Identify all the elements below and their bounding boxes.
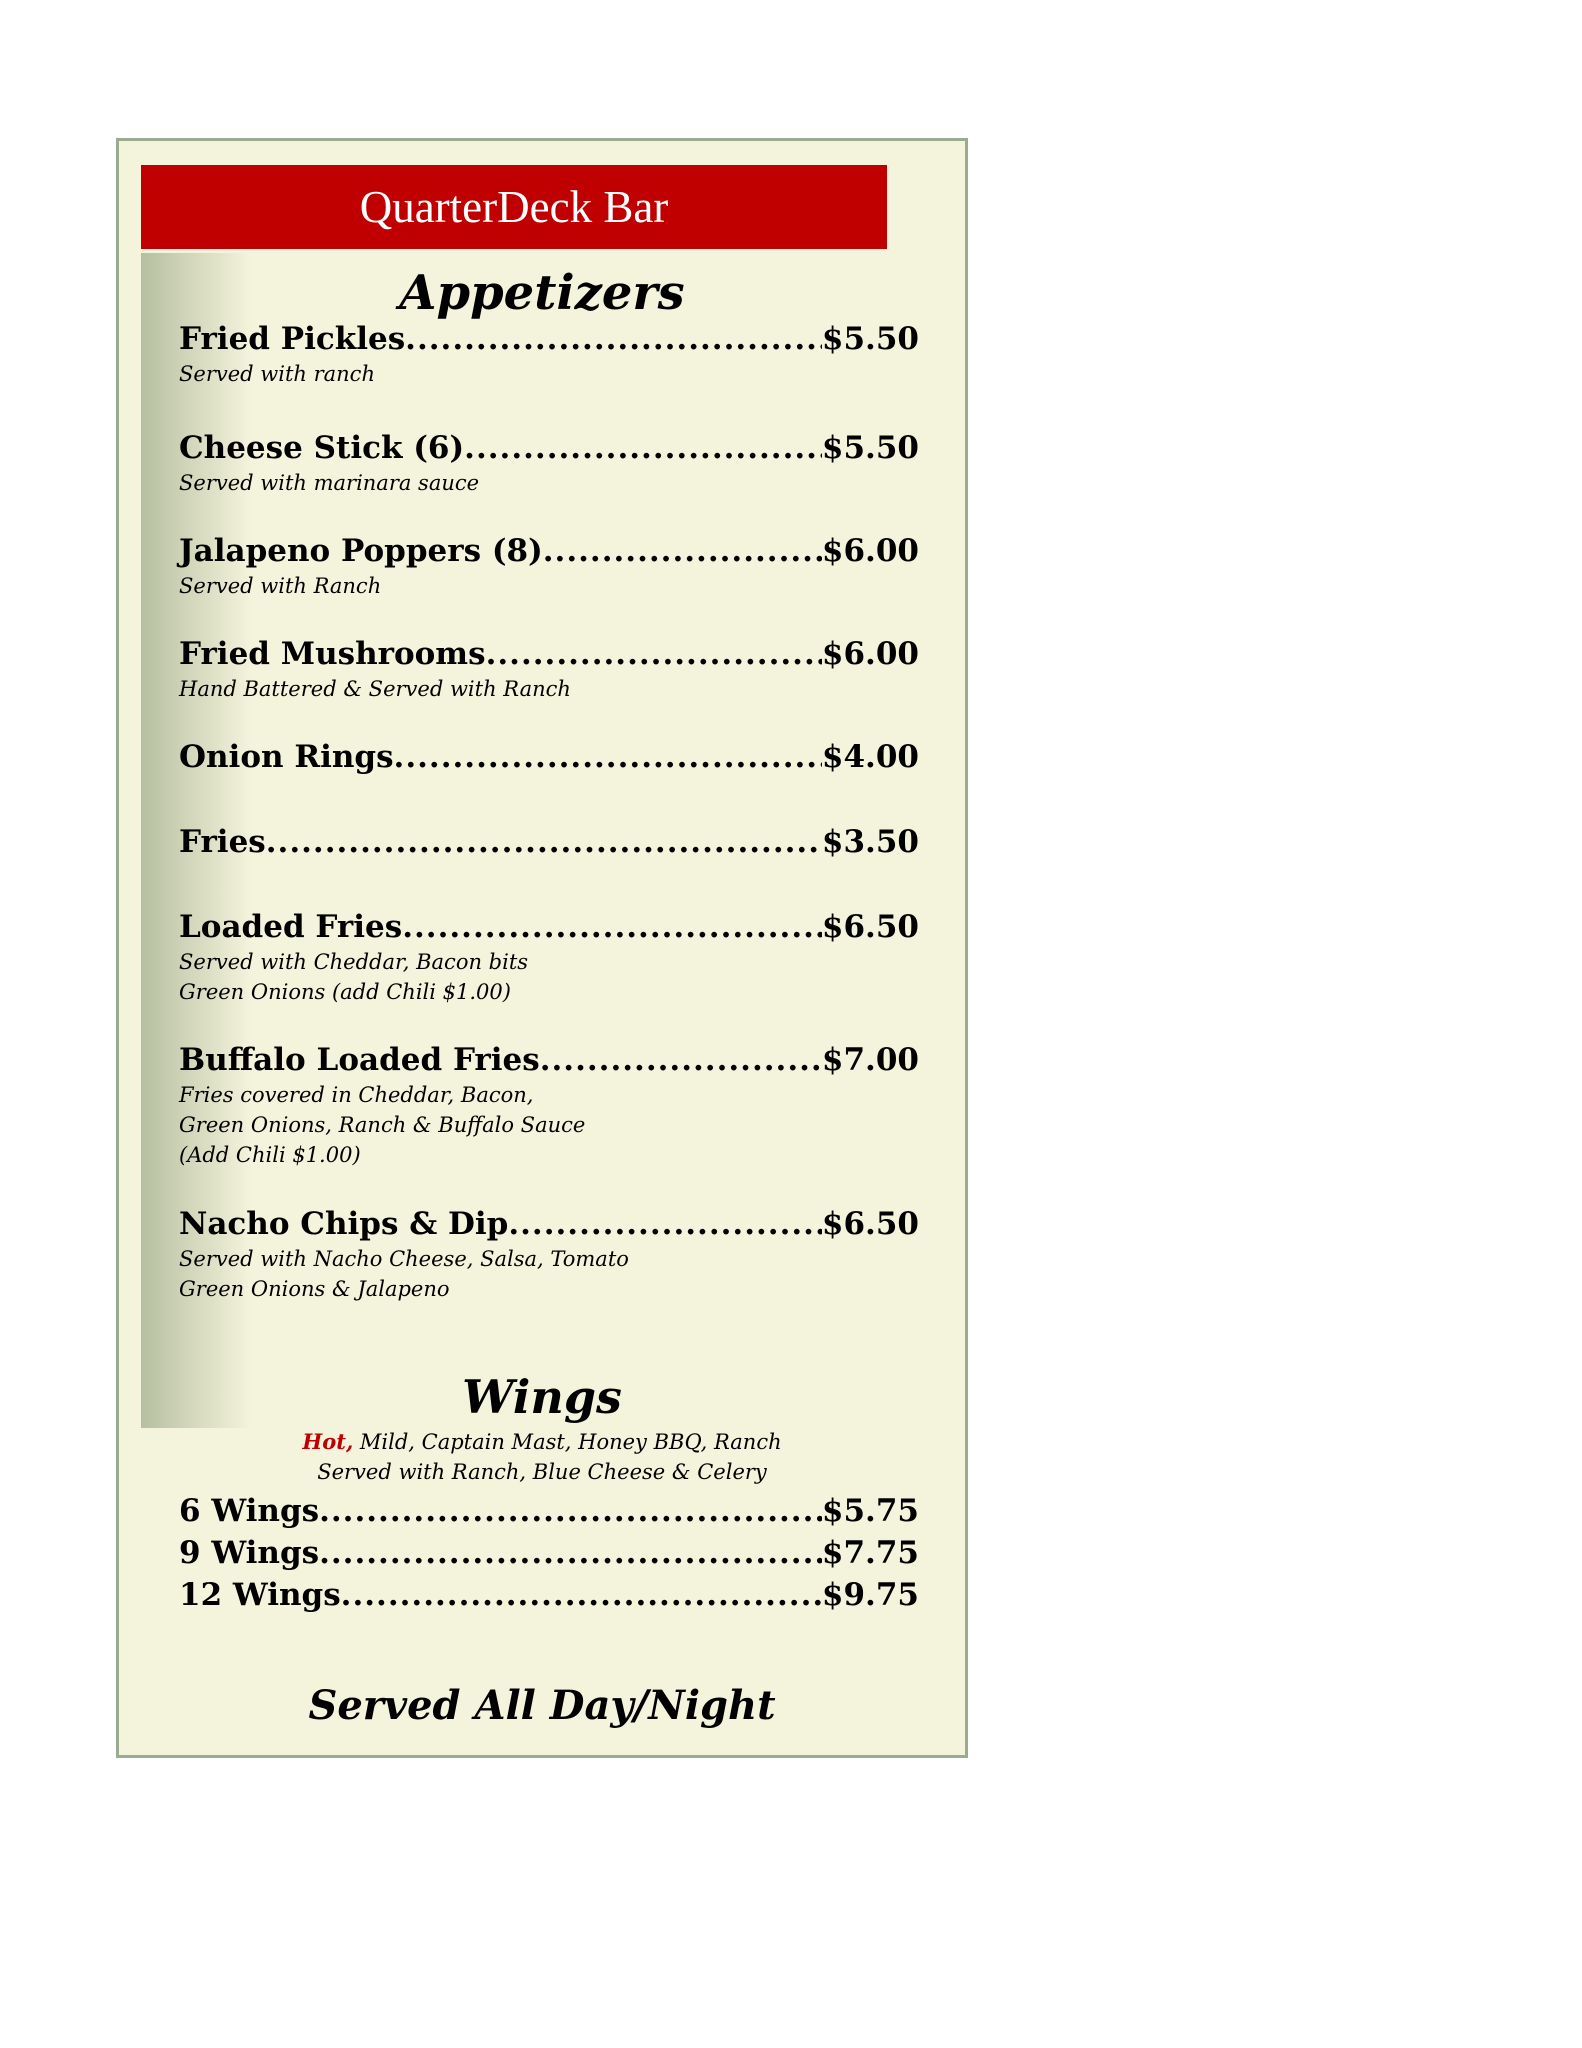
item-name: 12 Wings [179,1577,341,1613]
menu-item [179,822,919,862]
bar-title: QuarterDeck Bar [359,182,669,232]
dot-leader [319,1533,822,1573]
menu-banner [141,165,887,249]
item-price: $4.00 [821,739,919,775]
dot-leader [540,1040,822,1080]
item-price: $5.50 [821,430,919,466]
appetizers-heading: Appetizers [399,265,685,321]
item-name: Fries [179,824,266,860]
item-price: $5.50 [821,321,919,357]
menu-card [116,138,968,1758]
item-description: Served with Cheddar, Bacon bits [179,950,529,974]
dot-leader [402,907,822,947]
item-description: Green Onions, Ranch & Buffalo Sauce [179,1113,586,1137]
item-description: (Add Chili $1.00) [179,1143,361,1167]
item-name: Onion Rings [179,739,394,775]
dot-leader [405,319,822,359]
item-name: Buffalo Loaded Fries [179,1042,540,1078]
item-name: 6 Wings [179,1493,320,1529]
menu-item [179,634,919,704]
menu-item [179,1204,919,1304]
item-name: Nacho Chips & Dip [179,1206,509,1242]
wings-heading: Wings [462,1370,622,1424]
wing-item [179,1533,919,1573]
dot-leader [266,822,822,862]
item-description: Hand Battered & Served with Ranch [179,677,571,701]
item-price: $3.50 [821,824,919,860]
dot-leader [508,1204,822,1244]
menu-item [179,737,919,777]
menu-item [179,531,919,601]
dot-leader [543,531,822,571]
service-hours-note: Served All Day/Night [308,1682,776,1729]
dot-leader [394,737,822,777]
wing-flavors [119,1427,965,1457]
dot-leader [319,1491,822,1531]
item-name: Cheese Stick (6) [179,430,465,466]
item-price: $5.75 [821,1493,919,1529]
item-name: 9 Wings [179,1535,320,1571]
item-name: Fried Pickles [179,321,406,357]
item-price: $6.50 [821,1206,919,1242]
hot-flavor-label: Hot, [302,1429,354,1454]
item-price: $6.50 [821,909,919,945]
menu-item [179,428,919,498]
flavors-list: Mild, Captain Mast, Honey BBQ, Ranch [353,1430,782,1454]
item-price: $7.00 [821,1042,919,1078]
item-price: $7.75 [821,1535,919,1571]
item-description: Served with Nacho Cheese, Salsa, Tomato [179,1247,629,1271]
item-description: Served with Ranch [179,574,382,598]
item-price: $9.75 [821,1577,919,1613]
menu-item [179,1040,919,1170]
item-description: Served with marinara sauce [179,471,480,495]
item-description: Green Onions & Jalapeno [179,1277,450,1301]
item-description: Served with ranch [179,362,375,386]
wing-item [179,1491,919,1531]
dot-leader [341,1575,822,1615]
item-price: $6.00 [821,636,919,672]
item-description: Fries covered in Cheddar, Bacon, [179,1083,534,1107]
wing-sides: Served with Ranch, Blue Cheese & Celery [317,1460,767,1484]
menu-item [179,319,919,389]
item-description: Green Onions (add Chili $1.00) [179,980,511,1004]
item-price: $6.00 [821,533,919,569]
menu-item [179,907,919,1007]
wing-item [179,1575,919,1615]
dot-leader [464,428,822,468]
item-name: Jalapeno Poppers (8) [179,533,543,569]
item-name: Loaded Fries [179,909,403,945]
dot-leader [486,634,822,674]
item-name: Fried Mushrooms [179,636,486,672]
